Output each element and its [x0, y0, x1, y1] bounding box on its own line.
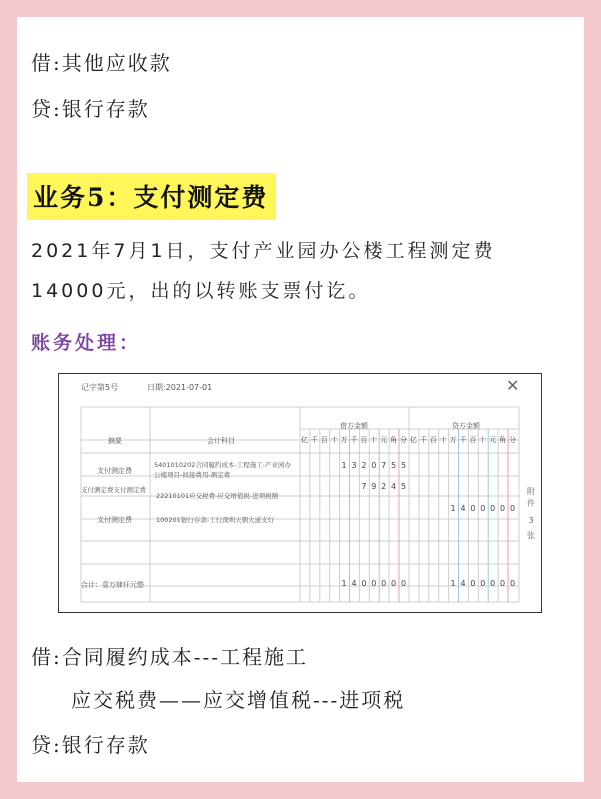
debit-unit-header: 亿 [301, 436, 308, 444]
voucher-date: 日期:2021-07-01 [147, 383, 213, 392]
total-credit-digit: 1 [450, 579, 456, 588]
credit-unit-header: 千 [419, 436, 427, 444]
total-label: 合计：壹万肆仟元整 [81, 581, 144, 589]
debit-unit-header: 十 [330, 436, 338, 444]
row1-debit-digit: 1 [341, 461, 347, 470]
credit-unit-header: 十 [439, 436, 447, 444]
row1-summary: 支付测定费 [97, 467, 132, 475]
row3-credit-digit: 0 [509, 504, 516, 513]
row3-credit-digit: 0 [490, 504, 496, 513]
header-credit-amount: 贷方金额 [452, 422, 480, 430]
attachment-char-3: 3 [528, 516, 534, 525]
debit-unit-header: 千 [310, 436, 318, 444]
accounting-label: 账务处理： [31, 332, 142, 354]
total-credit-digit: 0 [500, 579, 506, 588]
total-debit-digit: 0 [381, 579, 387, 588]
row1-debit-digit: 3 [351, 461, 357, 470]
credit-unit-header: 百 [469, 436, 477, 444]
debit-unit-header: 分 [400, 436, 407, 444]
total-credit-digit: 0 [490, 579, 496, 588]
attachment-char-4: 张 [527, 531, 535, 540]
row3-credit-digit: 1 [450, 504, 456, 513]
row2-debit-digit: 5 [400, 482, 407, 491]
attachment-char-2: 件 [527, 499, 535, 508]
total-credit-digit: 0 [509, 579, 516, 588]
entry5-debit-line: 借:合同履约成本---工程施工 [31, 645, 309, 669]
row3-summary: 支付测定费 [97, 516, 132, 524]
credit-unit-header: 万 [449, 436, 457, 444]
row2-debit-digit: 2 [381, 482, 387, 491]
credit-unit-header: 百 [429, 436, 437, 444]
row2-debit-digit: 7 [361, 482, 367, 491]
debit-unit-header: 百 [360, 436, 368, 444]
row1-debit-digit: 7 [381, 461, 387, 470]
header-debit-amount: 借方金额 [340, 422, 368, 430]
header-account: 会计科目 [207, 437, 235, 445]
total-debit-digit: 0 [391, 579, 397, 588]
row2-account: 22210101应交税费-应交增值税-进项税额 [156, 492, 279, 500]
row1-debit-digit: 0 [371, 461, 377, 470]
debit-unit-header: 千 [350, 436, 358, 444]
row3-credit-digit: 0 [480, 504, 486, 513]
credit-unit-header: 十 [479, 436, 487, 444]
credit-unit-header: 分 [509, 436, 516, 444]
total-debit-digit: 0 [400, 579, 407, 588]
total-debit-digit: 0 [361, 579, 367, 588]
row2-debit-digit: 9 [371, 482, 377, 491]
row1-debit-digit: 5 [391, 461, 397, 470]
debit-unit-header: 角 [390, 436, 398, 444]
credit-unit-header: 千 [459, 436, 467, 444]
close-icon[interactable]: ✕ [506, 376, 520, 395]
debit-unit-header: 百 [320, 436, 328, 444]
debit-unit-header: 万 [340, 436, 348, 444]
entry5-debit-line-2: 应交税费——应交增值税---进项税 [71, 688, 406, 712]
description-line-2: 14000元，出的以转账支票付讫。 [31, 280, 371, 302]
debit-unit-header: 元 [380, 436, 388, 444]
attachment-char-1: 附 [527, 487, 535, 496]
entry5-credit-line: 贷:银行存款 [31, 733, 150, 757]
section-heading: 业务5：支付测定费 [33, 183, 269, 212]
entry4-debit-line: 借:其他应收款 [31, 51, 172, 75]
total-credit-digit: 0 [480, 579, 486, 588]
voucher-number: 记字第5号 [81, 383, 119, 392]
total-credit-digit: 0 [470, 579, 476, 588]
document-page [17, 17, 584, 782]
row3-credit-digit: 0 [470, 504, 476, 513]
row2-summary: 支付测定费支付测定费 [81, 486, 146, 494]
row1-debit-digit: 2 [361, 461, 367, 470]
total-debit-digit: 0 [371, 579, 377, 588]
description-line-1: 2021年7月1日，支付产业园办公楼工程测定费 [31, 240, 496, 262]
heading-highlight [27, 173, 276, 220]
credit-unit-header: 亿 [410, 436, 417, 444]
header-summary: 摘要 [108, 437, 122, 445]
debit-unit-header: 十 [370, 436, 378, 444]
row1-debit-digit: 5 [400, 461, 407, 470]
row1-account: 5401010202合同履约成本-工程施工-产业园办公楼项目-间接费用-测定费 [154, 461, 292, 479]
entry4-credit-line: 贷:银行存款 [31, 97, 150, 121]
row3-credit-digit: 4 [460, 504, 466, 513]
row3-credit-digit: 0 [500, 504, 506, 513]
credit-unit-header: 元 [489, 436, 497, 444]
total-debit-digit: 4 [351, 579, 357, 588]
row3-account: 100201银行存款-工行深圳天朝大道支行 [156, 516, 275, 524]
total-debit-digit: 1 [341, 579, 347, 588]
row2-debit-digit: 4 [391, 482, 397, 491]
total-credit-digit: 4 [460, 579, 466, 588]
voucher-image [58, 373, 542, 613]
credit-unit-header: 角 [499, 436, 507, 444]
